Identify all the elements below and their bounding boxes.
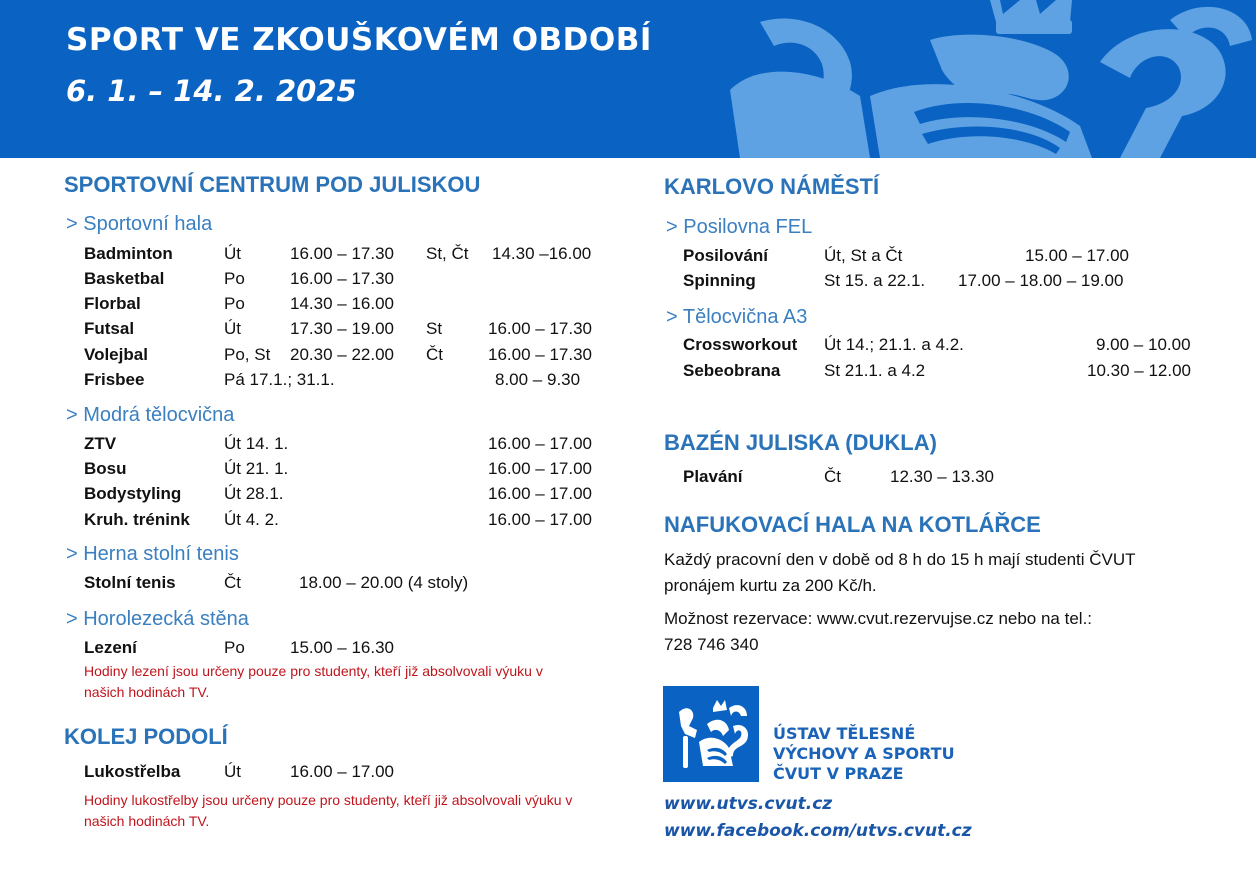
- section-title-bazen: BAZÉN JULISKA (DUKLA): [664, 430, 937, 455]
- activity-name: Bodystyling: [84, 484, 182, 503]
- activity-day: St 15. a 22.1.: [824, 271, 926, 290]
- activity-day: Po, St: [224, 345, 271, 364]
- activity-time: 16.00 – 17.00: [290, 762, 394, 781]
- activity-day: Út 21. 1.: [224, 459, 289, 478]
- activity-day: Út 14. 1.: [224, 434, 289, 453]
- activity-time: 16.00 – 17.30: [290, 269, 394, 288]
- page-title: SPORT VE ZKOUŠKOVÉM OBDOBÍ: [66, 22, 652, 58]
- section-title-podoli: KOLEJ PODOLÍ: [64, 724, 228, 749]
- activity-name: Crossworkout: [683, 335, 798, 354]
- subsection-title-stena: > Horolezecká stěna: [66, 608, 249, 630]
- website-link[interactable]: www.utvs.cvut.cz: [664, 794, 833, 814]
- activity-day-2: St, Čt: [426, 244, 469, 263]
- activity-time: 14.30 – 16.00: [290, 294, 394, 313]
- activity-day: Út, St a Čt: [824, 246, 903, 265]
- cvut-lion-logo-icon: [663, 686, 759, 782]
- activity-name: Stolní tenis: [84, 573, 176, 592]
- activity-day: Po: [224, 638, 245, 657]
- logo-text-line-2: VÝCHOVY A SPORTU: [773, 744, 955, 763]
- activity-name: Badminton: [84, 244, 173, 263]
- activity-day-2: Čt: [426, 345, 443, 364]
- page-dates: 6. 1. – 14. 2. 2025: [66, 74, 357, 108]
- activity-day: Út 14.; 21.1. a 4.2.: [824, 335, 964, 354]
- header-banner: [0, 0, 1256, 158]
- archery-note: Hodiny lukostřelby jsou určeny pouze pro studenty, kteří již absolvovali výuku v našich hodinách TV.: [84, 792, 573, 829]
- section-title-kotlarka: NAFUKOVACÍ HALA NA KOTLÁŘCE: [664, 512, 1041, 537]
- activity-name: Spinning: [683, 271, 756, 290]
- activity-day: Čt: [824, 467, 841, 486]
- activity-time: 15.00 – 16.30: [290, 638, 394, 657]
- activity-time: 17.00 – 18.00 – 19.00: [958, 271, 1124, 290]
- activity-name: Plavání: [683, 467, 743, 486]
- activity-day: Pá 17.1.; 31.1.: [224, 370, 335, 389]
- logo-text-line-3: ČVUT V PRAZE: [773, 764, 904, 783]
- subsection-title-posilovna: > Posilovna FEL: [666, 216, 813, 238]
- activity-time: 16.00 – 17.30: [290, 244, 394, 263]
- activity-day: Út: [224, 244, 241, 263]
- activity-name: Volejbal: [84, 345, 148, 364]
- activity-time-2: 16.00 – 17.00: [488, 510, 592, 529]
- section-title-karlovo: KARLOVO NÁMĚSTÍ: [664, 174, 880, 199]
- activity-name: Lukostřelba: [84, 762, 181, 781]
- subsection-title-hala: > Sportovní hala: [66, 213, 213, 235]
- activity-time-2: 16.00 – 17.00: [488, 434, 592, 453]
- activity-time: 20.30 – 22.00: [290, 345, 394, 364]
- subsection-title-herna: > Herna stolní tenis: [66, 543, 239, 565]
- activity-day: Út 4. 2.: [224, 510, 279, 529]
- activity-time: 12.30 – 13.30: [890, 467, 994, 486]
- subsection-title-a3: > Tělocvična A3: [666, 306, 808, 328]
- activity-name: ZTV: [84, 434, 117, 453]
- activity-name: Posilování: [683, 246, 769, 265]
- activity-name: Basketbal: [84, 269, 165, 288]
- section-title-juliska: SPORTOVNÍ CENTRUM POD JULISKOU: [64, 172, 481, 197]
- activity-day: Út: [224, 762, 241, 781]
- activity-name: Sebeobrana: [683, 361, 781, 380]
- activity-name: Kruh. trénink: [84, 510, 190, 529]
- activity-time-2: 16.00 – 17.30: [488, 319, 592, 338]
- activity-time: 10.30 – 12.00: [1087, 361, 1191, 380]
- activity-day: St 21.1. a 4.2: [824, 361, 926, 380]
- activity-time-2: 14.30 –16.00: [492, 244, 592, 263]
- activity-day: Út: [224, 319, 241, 338]
- activity-time: 9.00 – 10.00: [1096, 335, 1191, 354]
- activity-time-2: 8.00 – 9.30: [495, 370, 581, 389]
- activity-time-2: 16.00 – 17.00: [488, 484, 592, 503]
- activity-day: Čt: [224, 573, 241, 592]
- activity-name: Florbal: [84, 294, 141, 313]
- climbing-note: Hodiny lezení jsou určeny pouze pro studenty, kteří již absolvovali výuku v našich hodinách TV.: [84, 663, 543, 700]
- kotlarka-reservation-text: Možnost rezervace: www.cvut.rezervujse.cz nebo na tel.: 728 746 340: [664, 609, 1093, 654]
- activity-time: 17.30 – 19.00: [290, 319, 394, 338]
- facebook-link[interactable]: www.facebook.com/utvs.cvut.cz: [664, 821, 972, 841]
- logo-text-line-1: ÚSTAV TĚLESNÉ: [773, 724, 916, 743]
- activity-name: Futsal: [84, 319, 135, 338]
- activity-time: 18.00 – 20.00 (4 stoly): [299, 573, 469, 592]
- activity-name: Bosu: [84, 459, 127, 478]
- activity-name: Frisbee: [84, 370, 145, 389]
- activity-time: 15.00 – 17.00: [1025, 246, 1129, 265]
- activity-day-2: St: [426, 319, 443, 338]
- activity-time-2: 16.00 – 17.30: [488, 345, 592, 364]
- activity-day: Út 28.1.: [224, 484, 284, 503]
- activity-day: Po: [224, 269, 245, 288]
- subsection-title-modra: > Modrá tělocvična: [66, 404, 235, 426]
- kotlarka-info-text: Každý pracovní den v době od 8 h do 15 h mají studenti ČVUT pronájem kurtu za 200 Kč/h.: [664, 550, 1136, 595]
- activity-name: Lezení: [84, 638, 137, 657]
- activity-time-2: 16.00 – 17.00: [488, 459, 592, 478]
- lion-emblem-icon: [700, 0, 1256, 158]
- activity-day: Po: [224, 294, 245, 313]
